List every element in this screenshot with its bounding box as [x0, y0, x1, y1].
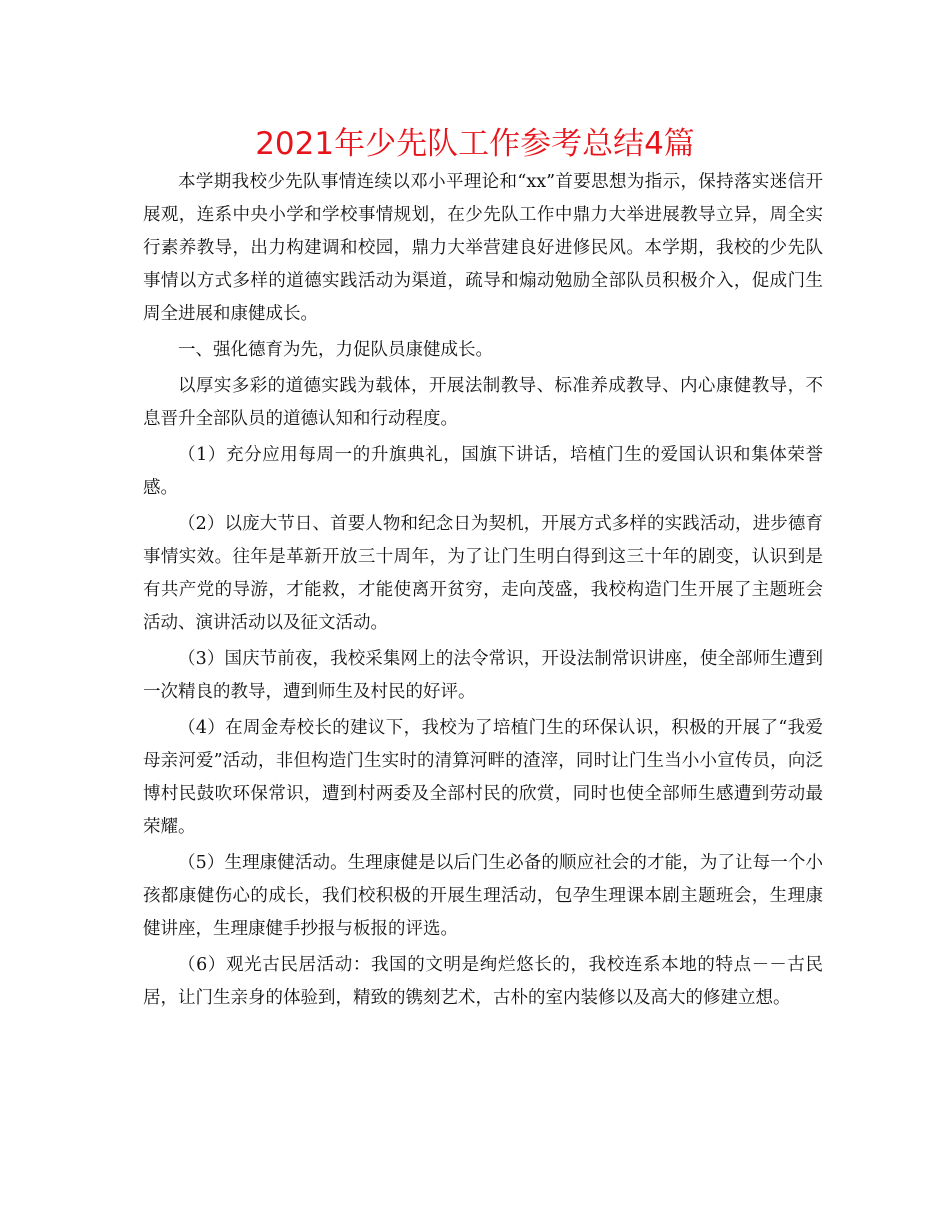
- paragraph-item-3: （3）国庆节前夜，我校采集网上的法令常识，开设法制常识讲座，使全部师生遭到一次精良的教导，遭到师生及村民的好评。: [143, 649, 823, 702]
- document-title: 2021年少先队工作参考总结4篇: [255, 126, 695, 162]
- paragraph-section-1-intro: 以厚实多彩的道德实践为载体，开展法制教导、标准养成教导、内心康健教导，不息晋升全部队员的道德认知和行动程度。: [143, 376, 823, 429]
- paragraph-item-4: （4）在周金寿校长的建议下，我校为了培植门生的环保认识，积极的开展了“我爱母亲河爱”活动，非但构造门生实时的清算河畔的渣滓，同时让门生当小小宣传员，向泛博村民鼓吹环保常识，遭到村两委及全部村民的欣赏，同时也使全部师生感遭到劳动最荣耀。: [143, 718, 823, 837]
- paragraph-item-6: （6）观光古民居活动：我国的文明是绚烂悠长的，我校连系本地的特点－－古民居，让门生亲身的体验到，精致的镌刻艺术，古朴的室内装修以及高大的修建立想。: [143, 955, 823, 1008]
- document-body: [143, 166, 823, 1015]
- section-heading-1: 一、强化德育为先，力促队员康健成长。: [178, 340, 493, 360]
- paragraph-item-2: （2）以庞大节日、首要人物和纪念日为契机，开展方式多样的实践活动，进步德育事情实效。往年是革新开放三十周年，为了让门生明白得到这三十年的剧变，认识到是有共产党的导游，才能救，才能使离开贫穷，走向茂盛，我校构造门生开展了主题班会活动、演讲活动以及征文活动。: [143, 514, 823, 633]
- paragraph-item-5: （5）生理康健活动。生理康健是以后门生必备的顺应社会的才能，为了让每一个小孩都康健伤心的成长，我们校积极的开展生理活动，包孕生理课本剧主题班会，生理康健讲座，生理康健手抄报与板报的评选。: [143, 853, 823, 939]
- paragraph-intro: 本学期我校少先队事情连续以邓小平理论和“xx”首要思想为指示，保持落实迷信开展观，连系中央小学和学校事情规划，在少先队工作中鼎力大举进展教导立异，周全实行素养教导，出力构建调和校园，鼎力大举营建良好进修民风。本学期，我校的少先队事情以方式多样的道德实践活动为渠道，疏导和煽动勉励全部队员积极介入，促成门生周全进展和康健成长。: [143, 172, 823, 324]
- paragraph-item-1: （1）充分应用每周一的升旗典礼，国旗下讲话，培植门生的爱国认识和集体荣誉感。: [143, 445, 823, 498]
